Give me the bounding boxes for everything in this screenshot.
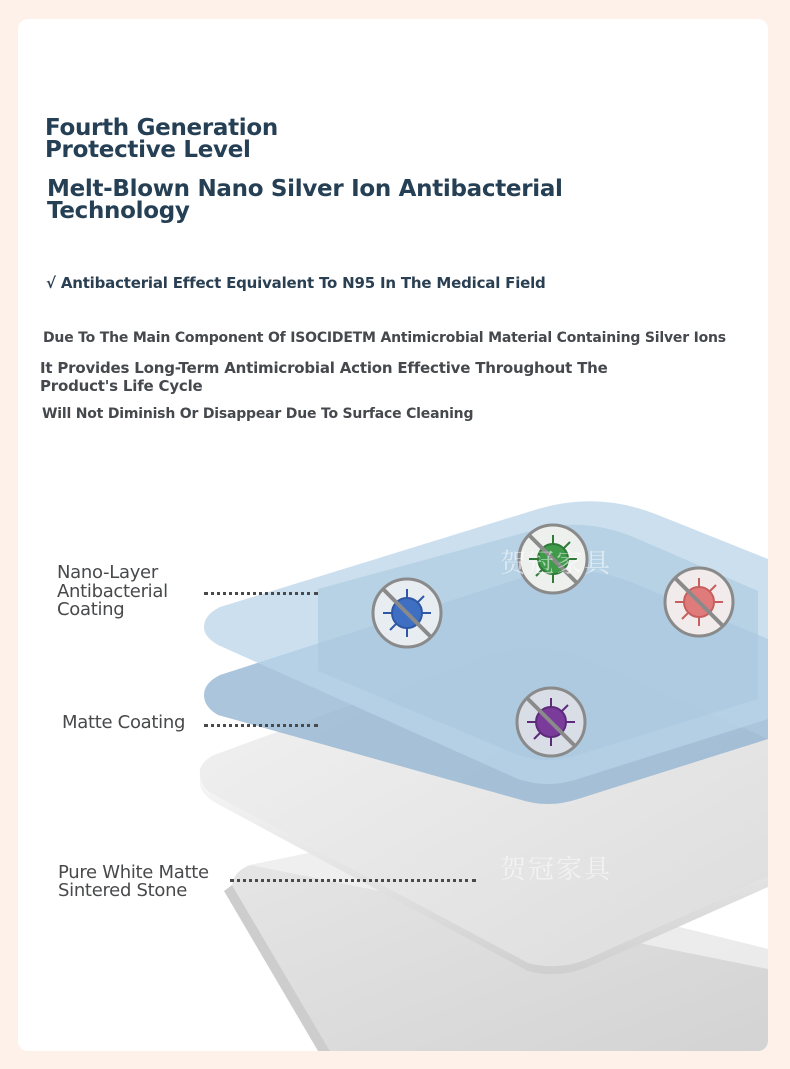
heading-line-2: Protective Level xyxy=(45,137,251,163)
watermark: 贺冠家具 xyxy=(500,855,613,885)
description-line-4: Will Not Diminish Or Disappear Due To Surface Cleaning xyxy=(42,406,474,422)
nano-layer-label-2: Antibacterial xyxy=(57,581,168,602)
nano-layer-label-3: Coating xyxy=(57,599,125,620)
description-line-1: Due To The Main Component Of ISOCIDETM Antimicrobial Material Containing Silver Ions xyxy=(43,330,726,346)
nano-layer-label-1: Nano-Layer xyxy=(57,562,158,583)
stone-label-2: Sintered Stone xyxy=(58,880,187,901)
stone-label-1: Pure White Matte xyxy=(58,862,209,883)
purple-virus-icon xyxy=(517,688,585,756)
stone-leader xyxy=(230,879,476,882)
matte-coating-leader xyxy=(204,724,318,727)
red-virus-icon xyxy=(665,568,733,636)
blue-virus-icon xyxy=(373,579,441,647)
heading-line-3: Melt-Blown Nano Silver Ion Antibacterial xyxy=(47,176,563,202)
description-line-3: Product's Life Cycle xyxy=(40,377,203,395)
heading-line-4: Technology xyxy=(47,198,190,224)
heading-line-1: Fourth Generation xyxy=(45,115,278,141)
description-line-2: It Provides Long-Term Antimicrobial Action Effective Throughout The xyxy=(40,359,608,377)
watermark: 贺冠家具 xyxy=(500,549,613,579)
content-card xyxy=(18,19,768,1051)
matte-coating-label: Matte Coating xyxy=(62,712,186,733)
feature-bullet: √ Antibacterial Effect Equivalent To N95 In The Medical Field xyxy=(46,274,546,292)
nano-layer-leader xyxy=(204,592,318,595)
